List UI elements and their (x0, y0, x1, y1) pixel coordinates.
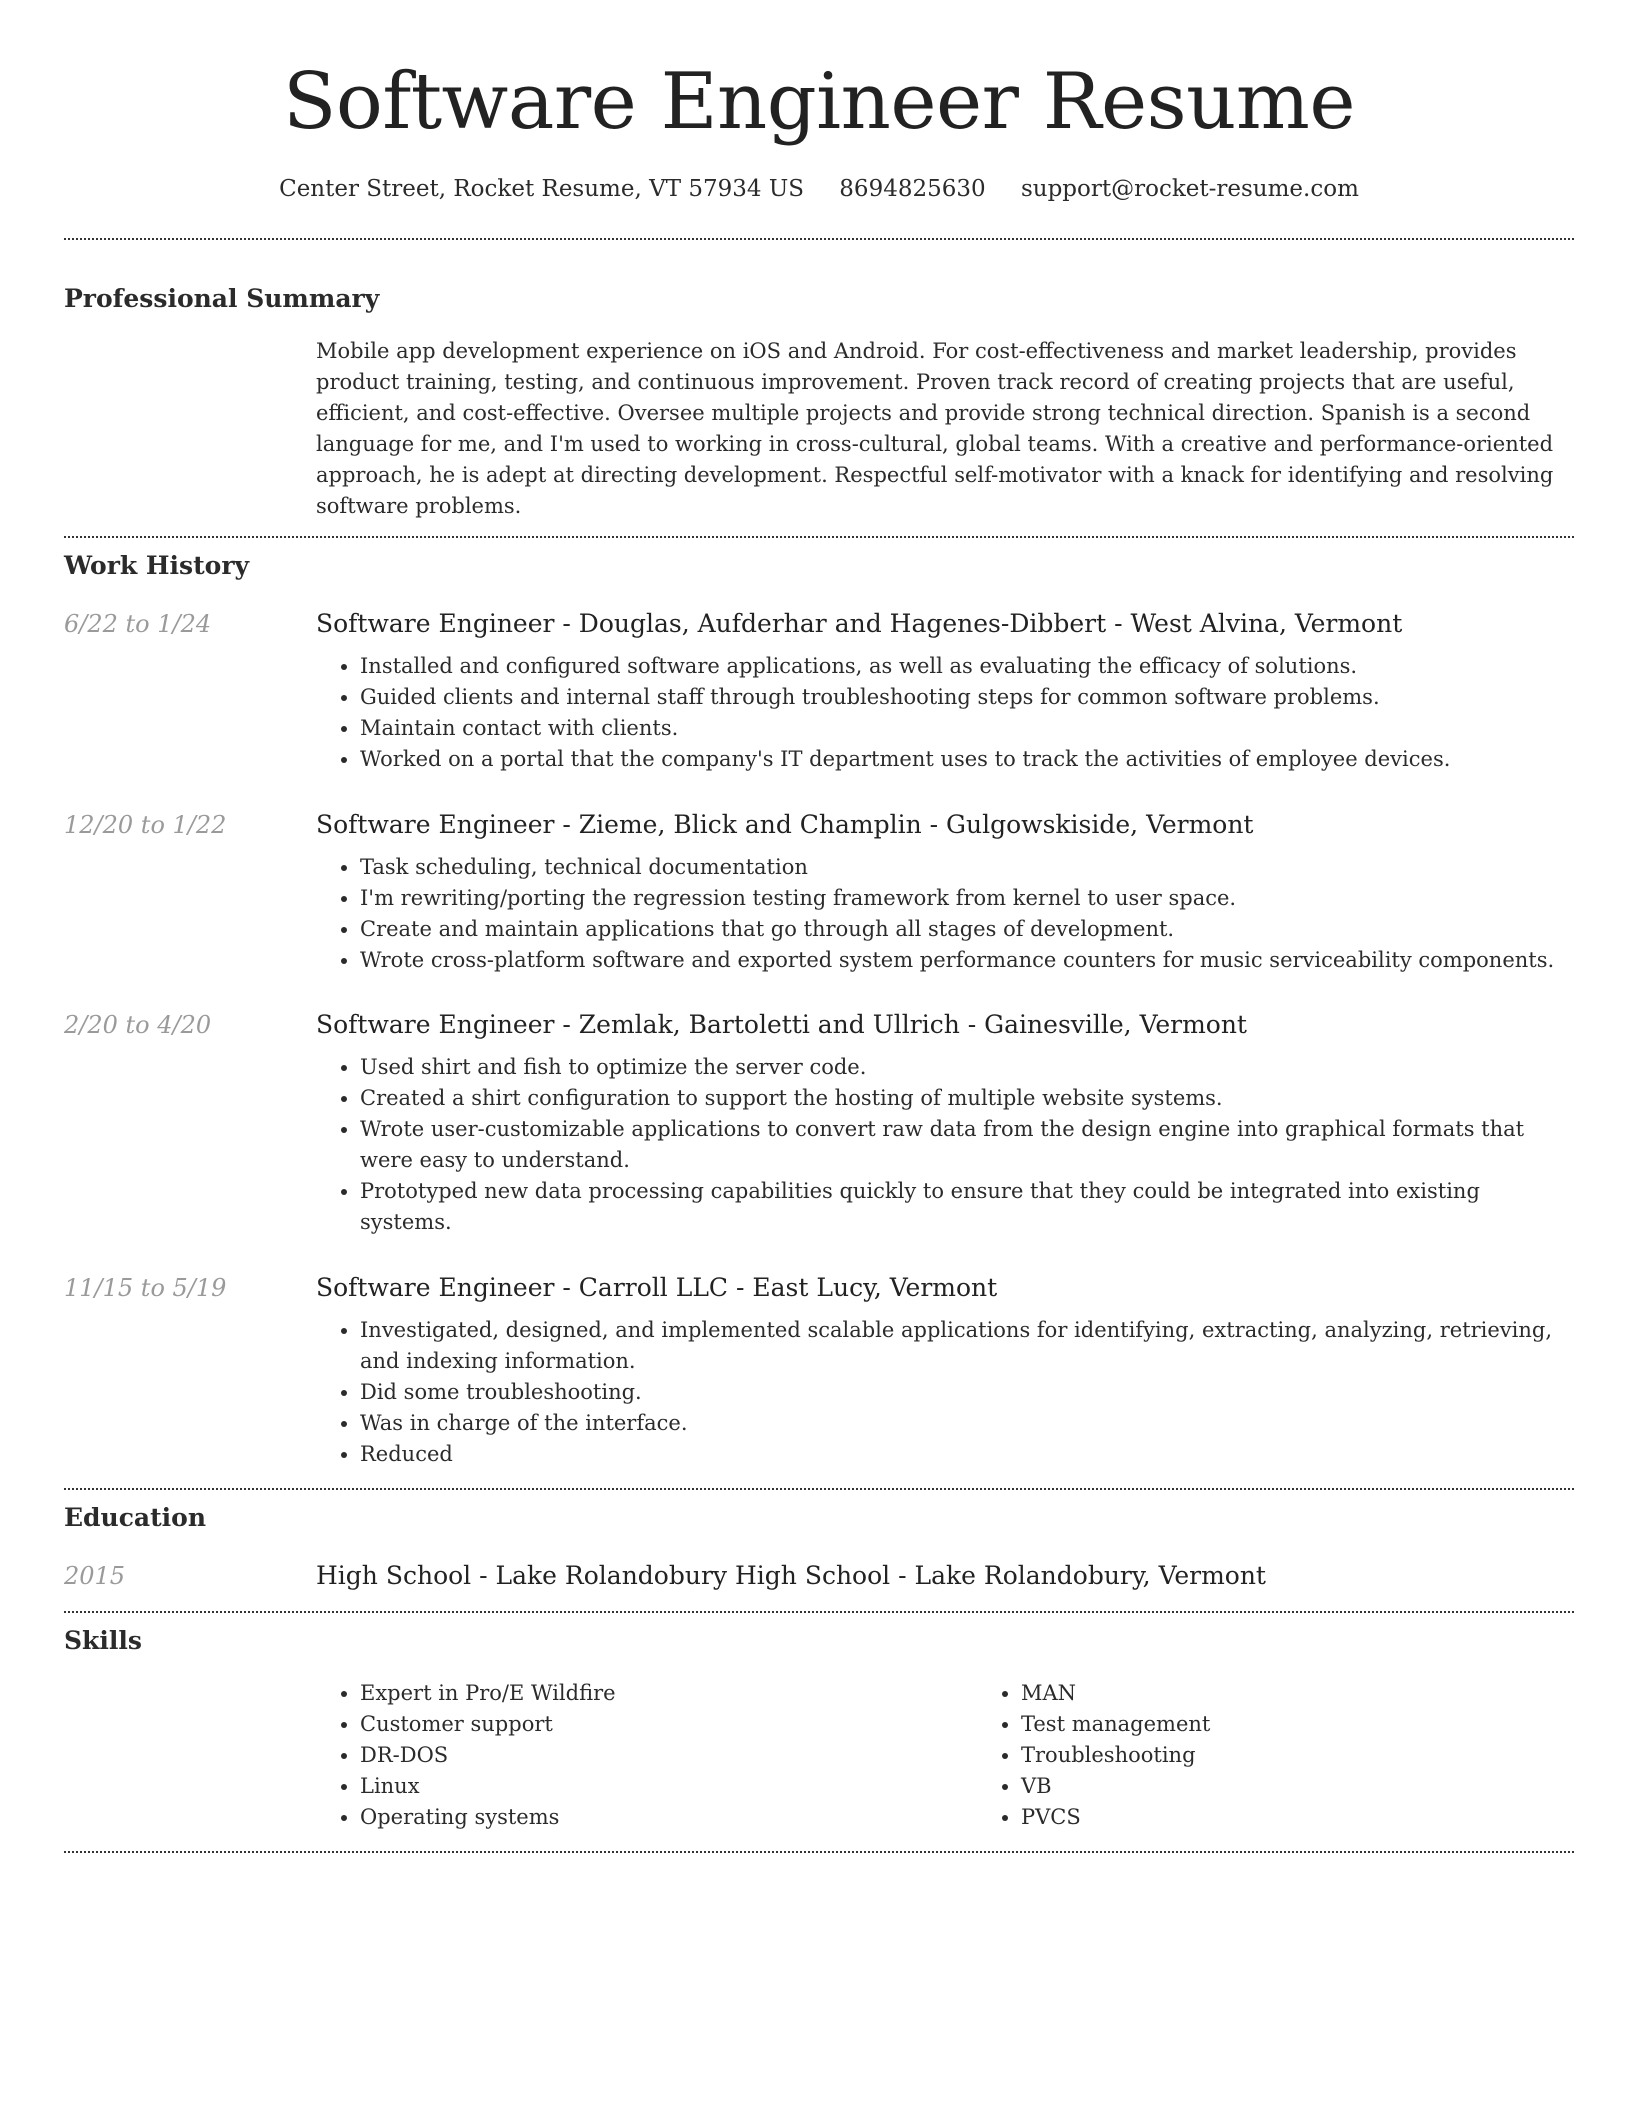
job-entry (64, 808, 1574, 976)
list-item: • Maintain contact with clients. (360, 713, 1574, 744)
education-entry (64, 1559, 1574, 1593)
section-title-skills: Skills (64, 1626, 142, 1655)
resume-page (64, 0, 1574, 1853)
job-dates: 6/22 to 1/24 (64, 610, 212, 638)
list-item: • Wrote cross-platform software and exported system performance counters for music serviceability components. (360, 945, 1574, 976)
section-title-work-history: Work History (64, 551, 250, 580)
list-item: • Worked on a portal that the company's IT department uses to track the activities of employee devices. (360, 744, 1574, 775)
list-item: • Wrote user-customizable applications to convert raw data from the design engine into graphical formats that were easy to understand. (360, 1114, 1574, 1176)
contact-address: Center Street, Rocket Resume, VT 57934 US (279, 176, 804, 202)
section-title-summary: Professional Summary (64, 284, 380, 313)
job-dates: 2/20 to 4/20 (64, 1011, 212, 1039)
job-bullets (316, 1315, 1574, 1470)
list-item: • PVCS (1021, 1802, 1632, 1833)
list-item: • Troubleshooting (1021, 1740, 1632, 1771)
divider (64, 238, 1574, 240)
list-item: • MAN (1021, 1678, 1632, 1709)
list-item: • Task scheduling, technical documentation (360, 852, 1574, 883)
job-bullets (316, 852, 1574, 976)
list-item: • DR-DOS (360, 1740, 977, 1771)
summary-row (64, 336, 1574, 522)
job-bullets (316, 651, 1574, 775)
skills-list-right (977, 1678, 1632, 1833)
summary-text: Mobile app development experience on iOS and Android. For cost-effectiveness and market leadership, provides product training, testing, and continuous improvement. Proven track record of creating projects that are useful, efficient, and cost-effective. Oversee multiple projects and provide strong technical direction. Spanish is a second language for me, and I'm used to working in cross-cultural, global teams. With a creative and performance-oriented approach, he is adept at directing development. Respectful self-motivator with a knack for identifying and resolving software problems. (316, 339, 1554, 518)
contact-email: support@rocket-resume.com (1020, 176, 1359, 202)
skills-row (64, 1678, 1574, 1833)
list-item: • I'm rewriting/porting the regression testing framework from kernel to user space. (360, 883, 1574, 914)
list-item: • Reduced (360, 1439, 1574, 1470)
list-item: • Expert in Pro/E Wildfire (360, 1678, 977, 1709)
list-item: • Guided clients and internal staff through troubleshooting steps for common software problems. (360, 682, 1574, 713)
section-title-education: Education (64, 1503, 207, 1532)
job-dates: 12/20 to 1/22 (64, 811, 227, 839)
list-item: • Used shirt and fish to optimize the server code. (360, 1052, 1574, 1083)
list-item: • Create and maintain applications that go through all stages of development. (360, 914, 1574, 945)
list-item: • Did some troubleshooting. (360, 1377, 1574, 1408)
job-dates: 11/15 to 5/19 (64, 1274, 227, 1302)
education-title: High School - Lake Rolandobury High School - Lake Rolandobury, Vermont (316, 1561, 1266, 1590)
divider (64, 536, 1574, 538)
job-title: Software Engineer - Zieme, Blick and Champlin - Gulgowskiside, Vermont (316, 810, 1254, 839)
list-item: • Prototyped new data processing capabilities quickly to ensure that they could be integrated into existing systems. (360, 1176, 1574, 1238)
list-item: • Linux (360, 1771, 977, 1802)
divider (64, 1611, 1574, 1613)
list-item: • Customer support (360, 1709, 977, 1740)
education-year: 2015 (64, 1562, 126, 1590)
list-item: • Was in charge of the interface. (360, 1408, 1574, 1439)
job-bullets (316, 1052, 1574, 1238)
list-item: • Investigated, designed, and implemented scalable applications for identifying, extracting, analyzing, retrieving, and indexing information. (360, 1315, 1574, 1377)
job-title: Software Engineer - Carroll LLC - East Lucy, Vermont (316, 1273, 998, 1302)
list-item: • Installed and configured software applications, as well as evaluating the efficacy of solutions. (360, 651, 1574, 682)
job-title: Software Engineer - Zemlak, Bartoletti and Ullrich - Gainesville, Vermont (316, 1010, 1247, 1039)
list-item: • Operating systems (360, 1802, 977, 1833)
resume-title: Software Engineer Resume (282, 57, 1356, 147)
contact-phone: 8694825630 (839, 176, 986, 202)
list-item: • Test management (1021, 1709, 1632, 1740)
job-title: Software Engineer - Douglas, Aufderhar and Hagenes-Dibbert - West Alvina, Vermont (316, 609, 1403, 638)
divider (64, 1488, 1574, 1490)
job-entry (64, 1008, 1574, 1238)
list-item: • VB (1021, 1771, 1632, 1802)
job-entry (64, 1271, 1574, 1470)
contact-line (64, 172, 1574, 206)
skills-list-left (316, 1678, 977, 1833)
list-item: • Created a shirt configuration to support the hosting of multiple website systems. (360, 1083, 1574, 1114)
job-entry (64, 607, 1574, 775)
divider (64, 1851, 1574, 1853)
